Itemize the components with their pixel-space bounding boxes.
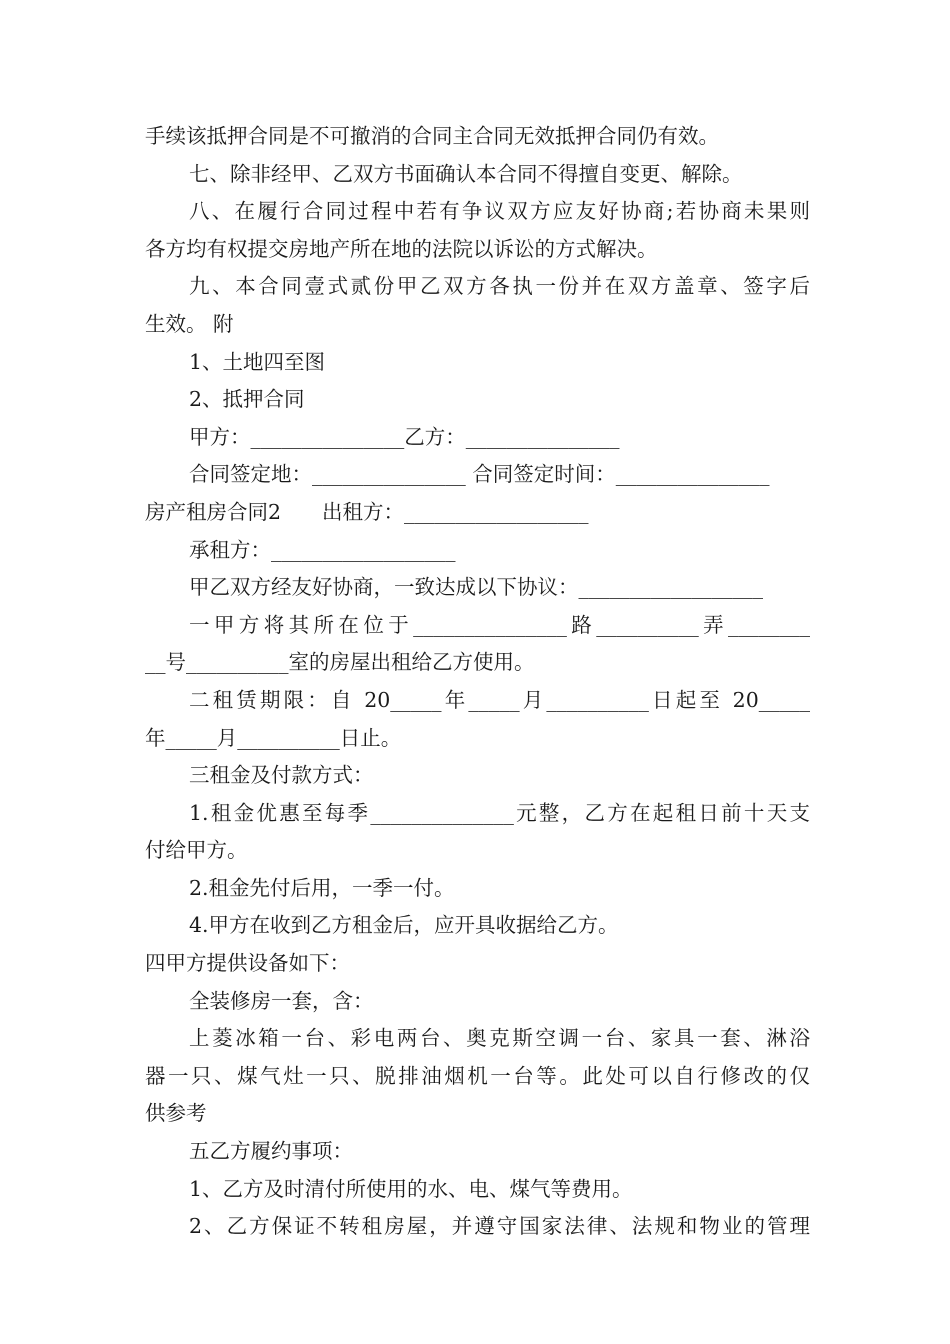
text-line: 全装修房一套，含： xyxy=(189,988,374,1013)
text-line: 八、在履行合同过程中若有争议双方应友好协商;若协商未果则 xyxy=(189,199,810,224)
text-line: 上菱冰箱一台、彩电两台、奥克斯空调一台、家具一套、淋浴 xyxy=(189,1026,810,1051)
text-line: __号__________室的房屋出租给乙方使用。 xyxy=(145,650,535,675)
text-line: 合同签定地：_______________ 合同签定时间：_______________ xyxy=(189,462,770,487)
text-line: 甲方：_______________乙方：_______________ xyxy=(189,424,620,449)
text-line: 1、乙方及时清付所使用的水、电、煤气等费用。 xyxy=(189,1176,633,1201)
document-page xyxy=(145,118,810,1246)
text-line: 九、本合同壹式贰份甲乙双方各执一份并在双方盖章、签字后 xyxy=(189,274,810,299)
text-line: 年_____月__________日止。 xyxy=(145,725,402,750)
text-line: 四甲方提供设备如下： xyxy=(145,951,350,976)
text-line: 房产租房合同2 出租方：__________________ xyxy=(145,499,589,524)
text-line: 1.租金优惠至每季______________元整，乙方在起租日前十天支 xyxy=(189,800,810,825)
text-line: 三租金及付款方式： xyxy=(189,763,374,788)
text-line: 各方均有权提交房地产所在地的法院以诉讼的方式解决。 xyxy=(145,236,658,261)
text-line: 五乙方履约事项： xyxy=(189,1139,353,1164)
text-line: 2.租金先付后用，一季一付。 xyxy=(189,875,455,900)
text-line: 甲乙双方经友好协商，一致达成以下协议：__________________ xyxy=(189,575,763,600)
text-line: 供参考 xyxy=(145,1101,207,1126)
text-line: 付给甲方。 xyxy=(145,838,248,863)
text-line: 4.甲方在收到乙方租金后，应开具收据给乙方。 xyxy=(189,913,619,938)
text-line: 器一只、煤气灶一只、脱排油烟机一台等。此处可以自行修改的仅 xyxy=(145,1063,810,1088)
text-line: 2、乙方保证不转租房屋，并遵守国家法律、法规和物业的管理 xyxy=(189,1214,810,1239)
text-line: 承租方：__________________ xyxy=(189,537,456,562)
text-line: 二租赁期限：自 20_____年_____月__________日起至 20_____ xyxy=(189,687,810,712)
text-line: 生效。 附 xyxy=(145,311,234,336)
text-line: 1、土地四至图 xyxy=(189,349,326,374)
text-line: 一甲方将其所在位于_______________路__________弄________ xyxy=(189,612,810,637)
text-line: 2、抵押合同 xyxy=(189,387,305,412)
text-line: 七、除非经甲、乙双方书面确认本合同不得擅自变更、解除。 xyxy=(189,161,743,186)
text-line: 手续该抵押合同是不可撤消的合同主合同无效抵押合同仍有效。 xyxy=(145,124,719,148)
